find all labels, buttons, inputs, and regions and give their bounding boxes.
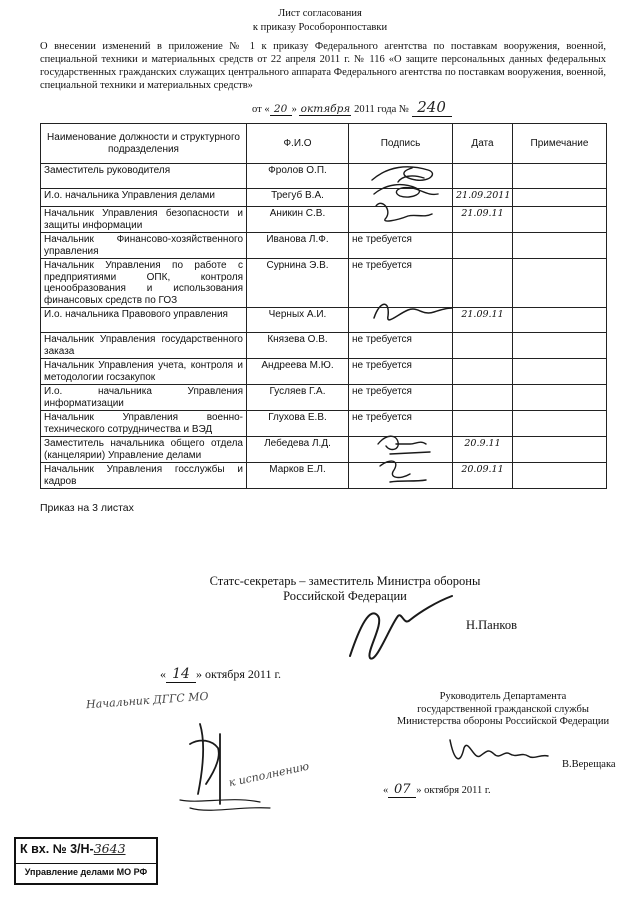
cell-position: Начальник Управления государственного заказа <box>41 333 247 359</box>
cell-position: И.о. начальника Управления делами <box>41 189 247 207</box>
order-date-line: от « 20 » октября 2011 года № 240 <box>252 98 452 117</box>
cell-note <box>513 385 607 411</box>
cell-date: 20.9.11 <box>453 437 513 463</box>
table-signatures <box>368 158 458 288</box>
cell-signature: не требуется <box>349 259 453 308</box>
cell-signature: не требуется <box>349 333 453 359</box>
table-header-row <box>41 124 607 164</box>
approver2-date-day: 07 <box>388 782 416 798</box>
cell-date: 21.09.11 <box>453 207 513 233</box>
approver2-title-line1: Руководитель Департамента <box>439 691 567 702</box>
approver2-title-line3: Министерства обороны Российской Федерации <box>396 716 610 727</box>
header-name: Ф.И.О <box>247 124 349 164</box>
approval-table <box>40 123 607 489</box>
resolution-signature <box>160 704 280 824</box>
cell-name: Сурнина Э.В. <box>247 259 349 308</box>
cell-position: И.о. начальника Управления информатизации <box>41 385 247 411</box>
stamp-department: Управление делами МО РФ <box>16 863 156 877</box>
table-row <box>41 385 607 411</box>
table-row <box>41 411 607 437</box>
order-day: 20 <box>270 103 292 116</box>
cell-date <box>453 333 513 359</box>
cell-note <box>513 333 607 359</box>
cell-date <box>453 411 513 437</box>
cell-signature: не требуется <box>349 411 453 437</box>
cell-signature: не требуется <box>349 233 453 259</box>
cell-note <box>513 359 607 385</box>
approver2-title-line2: государственной гражданской службы <box>417 703 589 715</box>
cell-date: 21.09.2011 <box>453 189 513 207</box>
header-date: Дата <box>453 124 513 164</box>
order-number: 240 <box>412 98 452 117</box>
approver1-date-day: 14 <box>166 666 196 683</box>
cell-name: Фролов О.П. <box>247 164 349 189</box>
cell-name: Трегуб В.А. <box>247 189 349 207</box>
stamp-number: 3643 <box>93 841 126 856</box>
signature-lebedeva <box>378 436 430 454</box>
table-row <box>41 233 607 259</box>
table-row <box>41 207 607 233</box>
approver2-name: В.Верещака <box>562 759 616 770</box>
cell-position: Начальник Управления безопасности и защиты информации <box>41 207 247 233</box>
cell-name: Князева О.В. <box>247 333 349 359</box>
table-row <box>41 308 607 333</box>
table-row <box>41 437 607 463</box>
cell-note <box>513 189 607 207</box>
signature-frolov <box>372 167 432 182</box>
table-row <box>41 359 607 385</box>
approver2-title <box>388 691 618 729</box>
cell-position: Заместитель начальника общего отдела (канцелярии) Управление делами <box>41 437 247 463</box>
signature-markov <box>380 461 426 482</box>
header-note: Примечание <box>513 124 607 164</box>
approver1-date: « 14 » октября 2011 г. <box>160 666 282 682</box>
cell-date <box>453 385 513 411</box>
approver2-date: « 07 » октября 2011 г. <box>383 782 491 797</box>
cell-note <box>513 259 607 308</box>
signature-tregub <box>374 185 438 197</box>
document-subtitle: к приказу Рособоронпоставки <box>252 22 388 33</box>
cell-name: Аникин С.В. <box>247 207 349 233</box>
cell-note <box>513 308 607 333</box>
approver1-title-line2: Российской Федерации <box>283 589 407 603</box>
table-signatures-bottom <box>370 422 450 492</box>
cell-position: Заместитель руководителя <box>41 164 247 189</box>
cell-note <box>513 411 607 437</box>
table-row <box>41 463 607 489</box>
cell-name: Андреева М.Ю. <box>247 359 349 385</box>
cell-date <box>453 164 513 189</box>
document-title: Лист согласования <box>278 8 362 19</box>
cell-name: Гусляев Г.А. <box>247 385 349 411</box>
cell-position: Начальник Управления военно-технического сотрудничества и ВЭД <box>41 411 247 437</box>
cell-note <box>513 233 607 259</box>
signature-anikin <box>376 203 432 221</box>
cell-position: Начальник Управления госслужбы и кадров <box>41 463 247 489</box>
cell-position: И.о. начальника Правового управления <box>41 308 247 333</box>
cell-date: 20.09.11 <box>453 463 513 489</box>
cell-name: Марков Е.Л. <box>247 463 349 489</box>
cell-position: Начальник Управления по работе с предприятиями ОПК, контроля ценообразования и использования финансовых средств по ГОЗ <box>41 259 247 308</box>
cell-note <box>513 463 607 489</box>
table-row <box>41 259 607 308</box>
cell-date <box>453 233 513 259</box>
cell-position: Начальник Управления учета, контроля и методологии госзакупок <box>41 359 247 385</box>
approver2-signature <box>444 730 554 780</box>
order-month: октября <box>300 103 351 115</box>
handwritten-note-2: к исполнению <box>227 759 311 790</box>
cell-name: Глухова Е.В. <box>247 411 349 437</box>
approver1-signature <box>340 586 460 676</box>
cell-name: Иванова Л.Ф. <box>247 233 349 259</box>
cell-date <box>453 359 513 385</box>
cell-note <box>513 164 607 189</box>
cell-note <box>513 437 607 463</box>
table-row <box>41 189 607 207</box>
approver1-name: Н.Панков <box>466 618 518 632</box>
table-row <box>41 333 607 359</box>
cell-note <box>513 207 607 233</box>
cell-date: 21.09.11 <box>453 308 513 333</box>
document-subject: О внесении изменений в приложение № 1 к приказу Федерального агентства по поставкам вооружения, военной, специальной техники и материальных средств от 22 апреля 2011 г. № 116 «О защите персональных данных федеральных государственных гражданских служащих центрального аппарата Федерального агентства по поставкам вооружения, военной, специальной техники и материальных средств» <box>40 41 606 91</box>
cell-date <box>453 259 513 308</box>
cell-name: Черных А.И. <box>247 308 349 333</box>
stamp-number-line: К вх. № 3/Н-3643 <box>20 841 126 856</box>
header-signature: Подпись <box>349 124 453 164</box>
cell-signature: не требуется <box>349 359 453 385</box>
attachment-note: Приказ на 3 листах <box>40 502 134 514</box>
handwritten-note: Начальник ДГГС МО <box>85 689 209 712</box>
approver1-title-line1: Статс-секретарь – заместитель Министра обороны <box>209 574 481 588</box>
cell-name: Лебедева Л.Д. <box>247 437 349 463</box>
incoming-stamp <box>14 837 158 885</box>
cell-signature: не требуется <box>349 385 453 411</box>
cell-position: Начальник Финансово-хозяйственного управления <box>41 233 247 259</box>
header-position: Наименование должности и структурного подразделения <box>41 124 247 164</box>
table-row <box>41 164 607 189</box>
